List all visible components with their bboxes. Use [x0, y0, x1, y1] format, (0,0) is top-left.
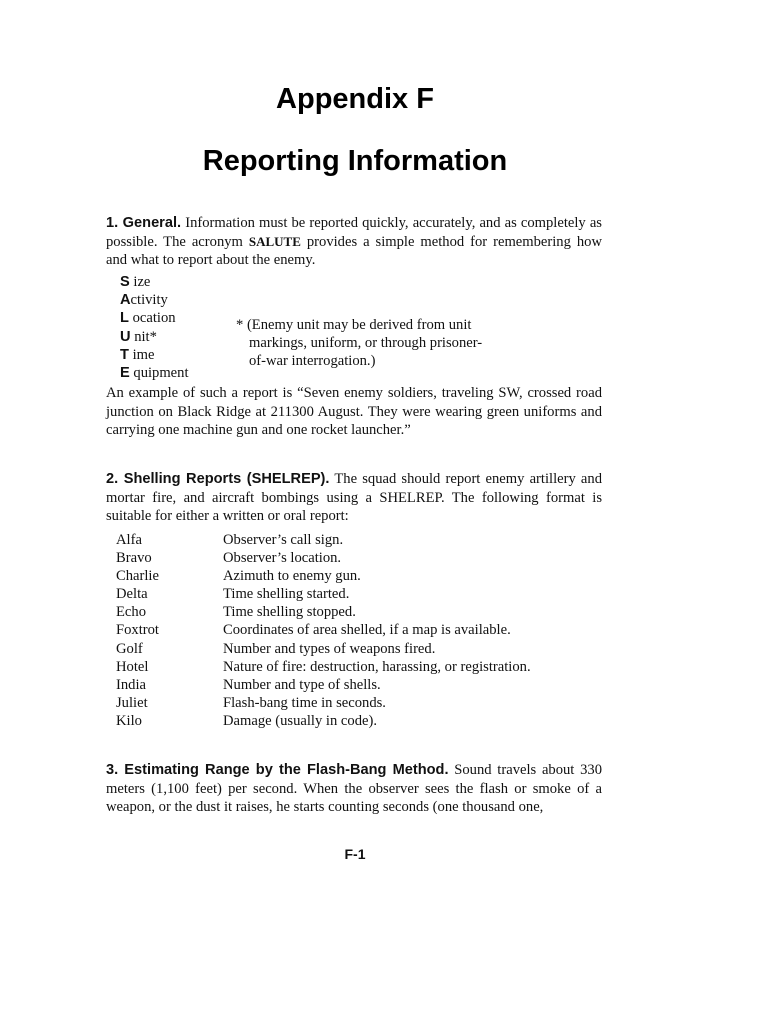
shelrep-code: Kilo — [116, 712, 142, 729]
shelrep-row — [116, 603, 531, 621]
shelrep-format-list — [116, 531, 531, 730]
section-flash-bang — [106, 761, 602, 817]
shelrep-desc: Observer’s call sign. — [223, 532, 344, 548]
shelrep-row — [116, 531, 531, 549]
salute-item — [120, 364, 189, 382]
salute-word: ize — [133, 274, 151, 290]
shelrep-row — [116, 585, 531, 603]
shelrep-code: Hotel — [116, 658, 149, 675]
salute-item — [120, 273, 189, 291]
shelrep-row — [116, 658, 531, 676]
shelrep-desc: Observer’s location. — [223, 550, 342, 567]
appendix-title: Appendix F — [276, 83, 434, 115]
page-subtitle: Reporting Information — [202, 145, 508, 177]
shelrep-desc: Azimuth to enemy gun. — [223, 568, 361, 585]
shelrep-row — [116, 676, 531, 694]
salute-example: An example of such a report is “Seven enemy soldiers, traveling SW, crossed road junction on Black Ridge at 211300 August. They were wearing green uniforms and carrying one machine gun and one rocket launcher.” — [106, 385, 602, 438]
shelrep-code: Delta — [116, 586, 148, 603]
section-general — [106, 214, 602, 270]
shelrep-desc: Number and types of weapons fired. — [223, 640, 436, 657]
shelrep-code: Alfa — [116, 532, 142, 548]
shelrep-desc: Number and type of shells. — [223, 676, 381, 693]
section-shelrep-text: The squad should report enemy artillery and mortar fire, and aircraft bombings using a SHELREP. The following format is suitable for either a written or oral report: — [106, 471, 602, 524]
salute-acronym: SALUTE — [248, 233, 301, 249]
shelrep-desc: Time shelling stopped. — [223, 604, 356, 621]
section-general-text-b: provides a simple method for remembering how and what to report about the enemy. — [106, 233, 602, 268]
salute-item — [120, 291, 189, 309]
shelrep-code: Juliet — [116, 694, 148, 711]
section-shelrep — [106, 470, 602, 526]
footnote-line: * (Enemy unit may be derived from unit — [236, 317, 472, 333]
shelrep-row — [116, 567, 531, 585]
salute-word: quipment — [133, 365, 189, 382]
shelrep-row — [116, 621, 531, 639]
shelrep-row — [116, 549, 531, 567]
salute-item — [120, 346, 189, 364]
salute-word: nit* — [134, 328, 157, 345]
salute-letter: L — [120, 310, 129, 327]
section-shelrep-heading: 2. Shelling Reports (SHELREP). — [106, 471, 330, 487]
shelrep-desc: Damage (usually in code). — [223, 712, 377, 729]
shelrep-row — [116, 694, 531, 712]
unit-footnote — [236, 316, 482, 371]
shelrep-row — [116, 640, 531, 658]
salute-list — [120, 273, 189, 382]
salute-letter: T — [120, 346, 129, 363]
shelrep-desc: Time shelling started. — [223, 586, 350, 603]
salute-word: ocation — [132, 310, 176, 327]
shelrep-code: Foxtrot — [116, 622, 159, 639]
shelrep-code: Bravo — [116, 550, 152, 567]
footnote-line: of-war interrogation.) — [249, 353, 376, 370]
salute-item — [120, 309, 189, 327]
salute-letter: S — [120, 274, 130, 290]
shelrep-code: Charlie — [116, 568, 159, 585]
salute-word: ctivity — [130, 292, 168, 309]
section-general-heading: 1. General. — [106, 215, 182, 231]
shelrep-desc: Coordinates of area shelled, if a map is available. — [223, 622, 511, 639]
shelrep-code: India — [116, 676, 146, 693]
salute-letter: U — [120, 328, 131, 345]
shelrep-row — [116, 712, 531, 730]
shelrep-desc: Flash-bang time in seconds. — [223, 694, 386, 711]
page-number: F-1 — [344, 846, 366, 862]
salute-item — [120, 328, 189, 346]
salute-word: ime — [132, 346, 155, 363]
salute-letter: A — [120, 292, 131, 309]
shelrep-code: Echo — [116, 604, 146, 621]
shelrep-code: Golf — [116, 640, 143, 657]
footnote-line: markings, uniform, or through prisoner- — [249, 335, 483, 352]
salute-letter: E — [120, 365, 130, 382]
section-flash-bang-text: Sound travels about 330 meters (1,100 feet) per second. When the observer sees the flash or smoke of a weapon, or the dust it raises, he starts counting seconds (one thousand one, — [106, 762, 602, 815]
section-flash-bang-heading: 3. Estimating Range by the Flash-Bang Method. — [106, 762, 449, 778]
shelrep-desc: Nature of fire: destruction, harassing, or registration. — [223, 658, 531, 675]
section-general-text-a: Information must be reported quickly, accurately, and as completely as possible. The acronym — [106, 215, 602, 250]
